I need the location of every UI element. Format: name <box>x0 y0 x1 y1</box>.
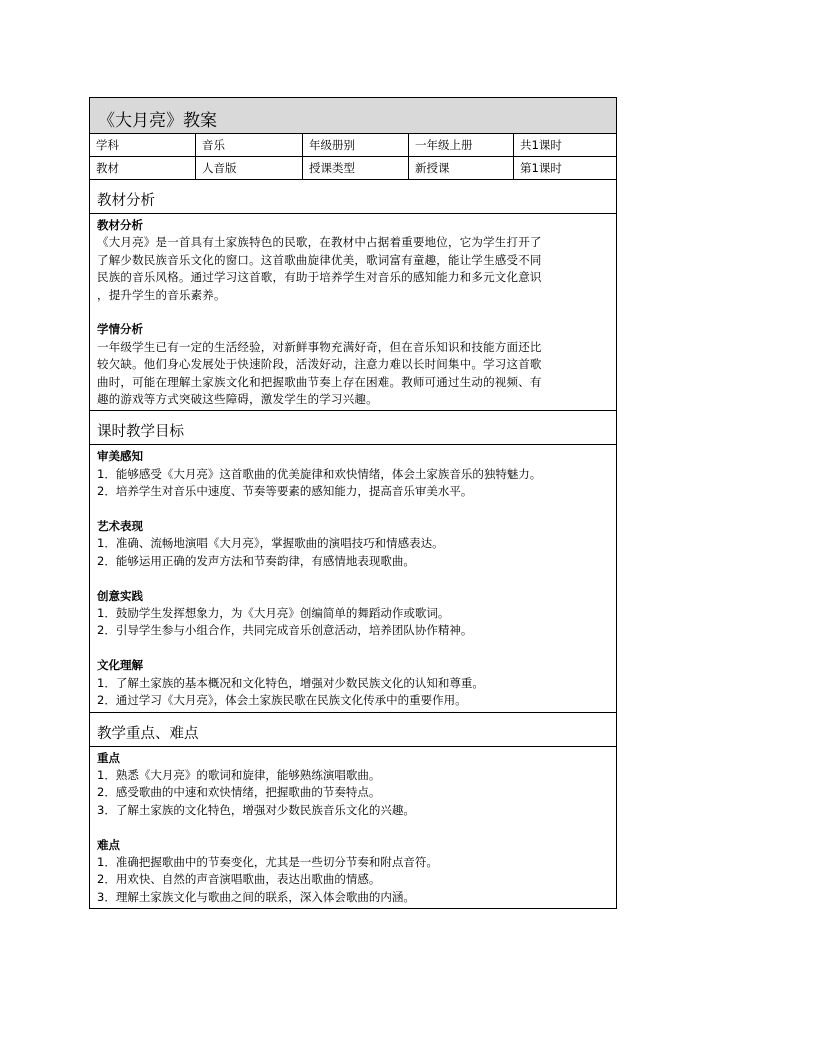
difficulty-title: 难点 <box>97 837 120 852</box>
spacer <box>97 501 608 518</box>
textbook-value: 人音版 <box>196 157 303 179</box>
subject-label: 学科 <box>90 134 196 156</box>
current-period: 第1课时 <box>520 161 562 175</box>
lesson-plan-table <box>89 97 617 909</box>
aesthetic-perception-title: 审美感知 <box>97 449 143 464</box>
spacer <box>97 640 608 657</box>
spacer <box>97 304 608 321</box>
list-item: 1．熟悉《大月亮》的歌词和旋律，能够熟练演唱歌曲。 <box>97 767 381 782</box>
text-line: 较欠缺。他们身心发展处于快速阶段，活泼好动，注意力难以长时间集中。学习这首歌 <box>97 357 542 372</box>
list-item: 1．能够感受《大月亮》这首歌曲的优美旋律和欢快情绪，体会土家族音乐的独特魅力。 <box>97 466 542 481</box>
text-line: 曲时，可能在理解土家族文化和把握歌曲节奏上存在困难。教师可通过生动的视频、有 <box>97 374 542 389</box>
list-item: 2．能够运用正确的发声方法和节奏韵律，有感情地表现歌曲。 <box>97 553 415 568</box>
text-line: ，提升学生的音乐素养。 <box>97 287 226 302</box>
textbook-label: 教材 <box>90 157 196 179</box>
total-periods: 共1课时 <box>520 138 562 152</box>
list-item: 2．感受歌曲的中速和欢快情绪，把握歌曲的节奏特点。 <box>97 785 381 800</box>
grade-label: 年级册别 <box>303 134 409 156</box>
student-analysis-title: 学情分析 <box>97 322 143 337</box>
list-item: 3．了解土家族的文化特色，增强对少数民族音乐文化的兴趣。 <box>97 802 415 817</box>
creative-practice-title: 创意实践 <box>97 588 143 603</box>
analysis-body <box>90 214 616 411</box>
list-item: 3．理解土家族文化与歌曲之间的联系，深入体会歌曲的内涵。 <box>97 889 415 904</box>
text-line: 趣的游戏等方式突破这些障碍，激发学生的学习兴趣。 <box>97 392 378 407</box>
key-point-title: 重点 <box>97 750 120 765</box>
spacer <box>97 570 608 587</box>
info-row-1 <box>90 134 616 157</box>
subject-value: 音乐 <box>196 134 303 156</box>
text-line: 《大月亮》是一首具有土家族特色的民歌，在教材中占据着重要地位，它为学生打开了 <box>97 235 542 250</box>
list-item: 1．准确、流畅地演唱《大月亮》，掌握歌曲的演唱技巧和情感表达。 <box>97 536 444 551</box>
lesson-type-label: 授课类型 <box>303 157 409 179</box>
material-analysis-text <box>97 234 608 304</box>
list-item: 1．准确把握歌曲中的节奏变化，尤其是一些切分节奏和附点音符。 <box>97 854 438 869</box>
lesson-title: 《大月亮》教案 <box>90 98 616 134</box>
text-line: 民族的音乐风格。通过学习这首歌，有助于培养学生对音乐的感知能力和多元文化意识 <box>97 270 542 285</box>
list-item: 1．鼓励学生发挥想象力，为《大月亮》创编简单的舞蹈动作或歌词。 <box>97 606 450 621</box>
list-item: 2．用欢快、自然的声音演唱歌曲，表达出歌曲的情感。 <box>97 872 381 887</box>
lesson-type-value: 新授课 <box>409 157 514 179</box>
info-row-2 <box>90 157 616 180</box>
analysis-heading: 教材分析 <box>90 180 616 214</box>
text-line: 了解少数民族音乐文化的窗口。这首歌曲旋律优美，歌词富有童趣，能让学生感受不同 <box>97 252 542 267</box>
key-points-heading: 教学重点、难点 <box>90 713 616 747</box>
list-item: 2．培养学生对音乐中速度、节奏等要素的感知能力，提高音乐审美水平。 <box>97 484 473 499</box>
goals-heading: 课时教学目标 <box>90 411 616 445</box>
grade-value: 一年级上册 <box>409 134 514 156</box>
goals-body <box>90 445 616 712</box>
text-line: 一年级学生已有一定的生活经验，对新鲜事物充满好奇，但在音乐知识和技能方面还比 <box>97 339 542 354</box>
student-analysis-text <box>97 339 608 409</box>
list-item: 1．了解土家族的基本概况和文化特色，增强对少数民族文化的认知和尊重。 <box>97 675 484 690</box>
list-item: 2．通过学习《大月亮》，体会土家族民歌在民族文化传承中的重要作用。 <box>97 693 467 708</box>
material-analysis-title: 教材分析 <box>97 218 143 232</box>
artistic-expression-title: 艺术表现 <box>97 519 143 534</box>
spacer <box>97 819 608 836</box>
list-item: 2．引导学生参与小组合作，共同完成音乐创意活动，培养团队协作精神。 <box>97 623 473 638</box>
key-points-body <box>90 747 616 909</box>
cultural-understanding-title: 文化理解 <box>97 658 143 673</box>
